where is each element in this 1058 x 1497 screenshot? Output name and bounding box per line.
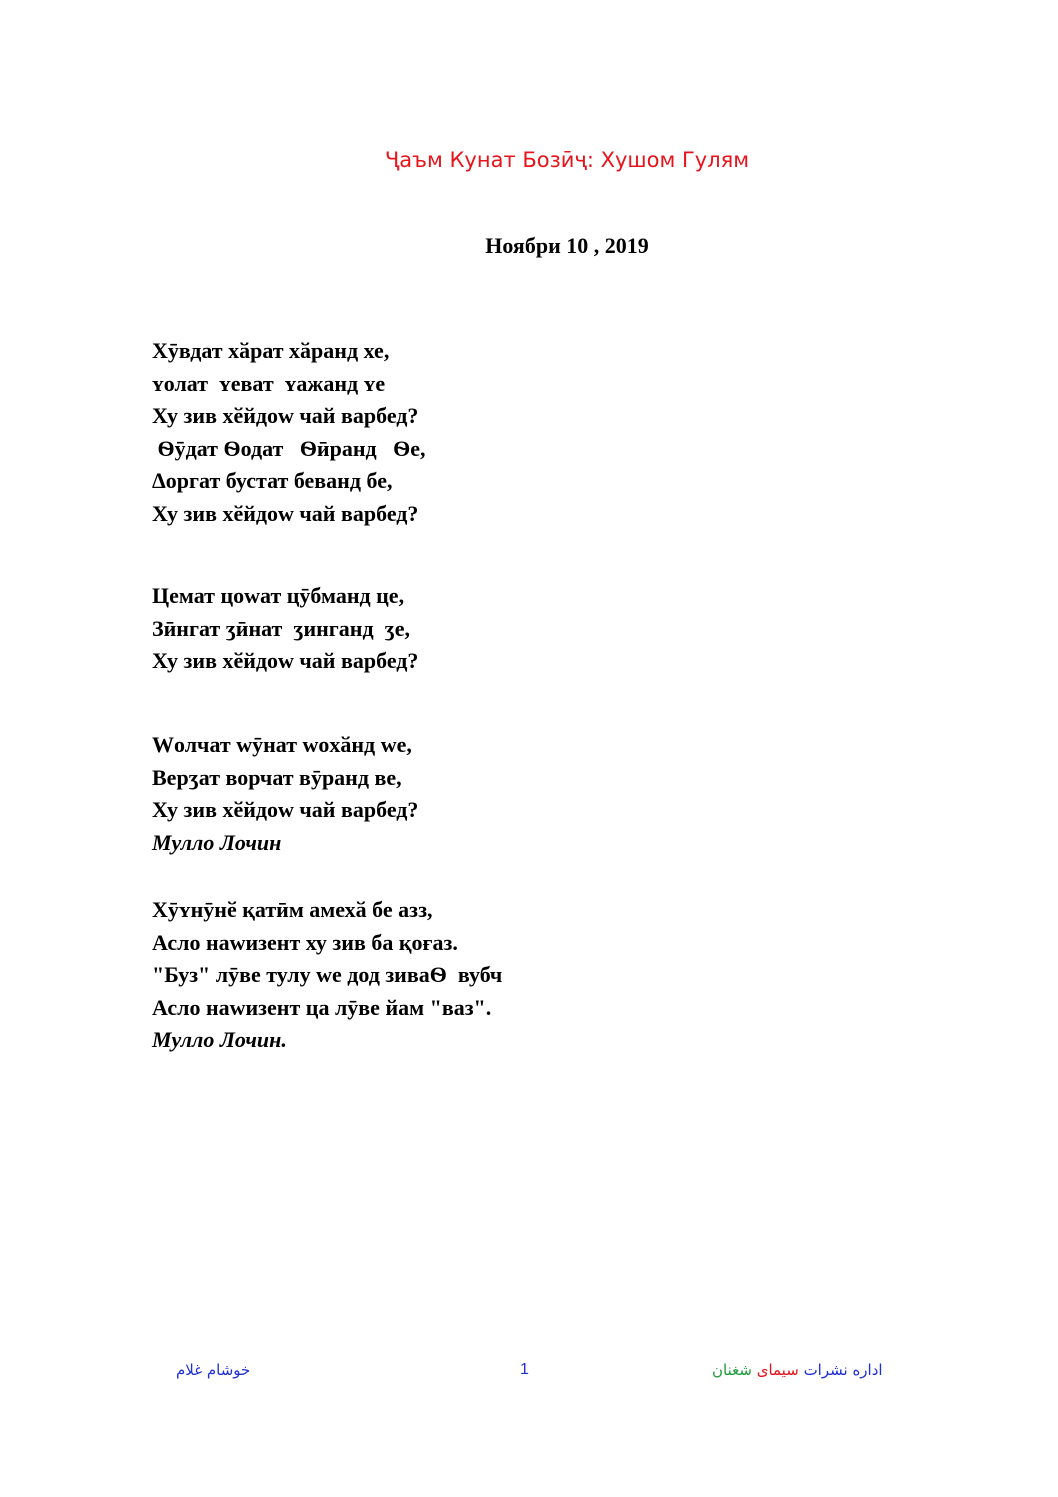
poem-line: Хӯвдат хӑрат хӑранд хе, bbox=[152, 338, 390, 363]
poem-line: Ху зив хӗйдоw чай варбед? bbox=[152, 648, 419, 673]
publisher-part-3: شغنان bbox=[712, 1361, 752, 1379]
poem-line: "Буз" лӯве тулу we дод зиваѲ вубч bbox=[152, 962, 503, 987]
poem-line: Асло наwизент ца лӯве йам "ваз". bbox=[152, 994, 492, 1020]
poem-line: Ѳӯдат Ѳодат Ѳӣранд Ѳе, bbox=[152, 435, 426, 461]
publisher-part-2: سیمای bbox=[756, 1361, 799, 1379]
poem-line: Хӯʏнӯнӗ қатӣм амехӑ бе азз, bbox=[152, 897, 433, 922]
publisher-part-1: اداره نشرات bbox=[803, 1361, 883, 1379]
poem-line: Δоргат бустат беванд бе, bbox=[152, 468, 393, 493]
poem-stanza-4 bbox=[152, 894, 502, 1057]
poem-line: Асло наwизент ху зив ба қоғаз. bbox=[152, 929, 458, 955]
poem-stanza-1 bbox=[152, 335, 426, 530]
poem-line: Ху зив хӗйдоw чай варбед? bbox=[152, 403, 419, 428]
page-number: 1 bbox=[520, 1361, 529, 1378]
poem-stanza-3 bbox=[152, 729, 418, 859]
poem-line: Wолчат wӯнат woхӑнд we, bbox=[152, 732, 412, 757]
poem-line: Верʒат ворчат вӯранд ве, bbox=[152, 764, 402, 790]
poem-line: Ху зив хӗйдоw чай варбед? bbox=[152, 500, 419, 526]
footer-author: خوشام غلام bbox=[176, 1361, 251, 1379]
page-title: Ҷаъм Кунат Бозӣҷ: Хушом Гулям bbox=[384, 148, 750, 172]
poem-author: Мулло Лочин. bbox=[152, 1027, 287, 1052]
poem-author: Мулло Лочин bbox=[152, 829, 282, 855]
poem-line: Ху зив хӗйдоw чай варбед? bbox=[152, 797, 419, 822]
poem-line: ʏолат ʏеват ʏажанд ʏе bbox=[152, 370, 386, 396]
poem-line: Цемат цоwат цӯбманд це, bbox=[152, 583, 405, 608]
poem-stanza-2 bbox=[152, 580, 418, 678]
poem-line: Зӣнгат ʒӣнат ʒинганд ʒе, bbox=[152, 615, 410, 641]
footer-publisher bbox=[712, 1361, 883, 1379]
publication-date: Ноябри 10 , 2019 bbox=[485, 233, 649, 258]
